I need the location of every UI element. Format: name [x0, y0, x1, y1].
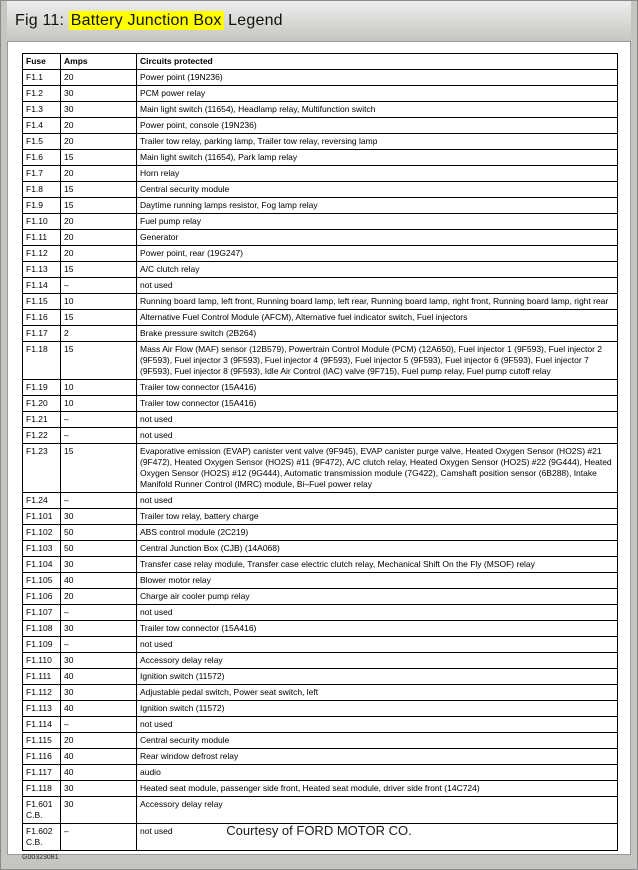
- table-row: [23, 781, 618, 797]
- fuse-cell: F1.110: [23, 653, 61, 669]
- amps-cell: 15: [61, 150, 137, 166]
- amps-cell: 50: [61, 525, 137, 541]
- table-row: [23, 166, 618, 182]
- figure-title: [15, 12, 283, 30]
- amps-cell: –: [61, 717, 137, 733]
- amps-cell: –: [61, 637, 137, 653]
- fuse-cell: F1.24: [23, 493, 61, 509]
- table-row: [23, 262, 618, 278]
- amps-cell: 20: [61, 214, 137, 230]
- fuse-cell: F1.117: [23, 765, 61, 781]
- col-header-circuits: Circuits protected: [137, 54, 618, 70]
- circuits-cell: not used: [137, 278, 618, 294]
- circuits-cell: Rear window defrost relay: [137, 749, 618, 765]
- fuse-cell: F1.102: [23, 525, 61, 541]
- circuits-cell: Trailer tow relay, parking lamp, Trailer tow relay, reversing lamp: [137, 134, 618, 150]
- circuits-cell: Heated seat module, passenger side front, Heated seat module, driver side front (14C724): [137, 781, 618, 797]
- fuse-cell: F1.15: [23, 294, 61, 310]
- amps-cell: 15: [61, 262, 137, 278]
- fuse-cell: F1.16: [23, 310, 61, 326]
- fuse-cell: F1.107: [23, 605, 61, 621]
- circuits-cell: Transfer case relay module, Transfer case electric clutch relay, Mechanical Shift On the Fly (MSOF) relay: [137, 557, 618, 573]
- fuse-cell: F1.6: [23, 150, 61, 166]
- amps-cell: –: [61, 412, 137, 428]
- circuits-cell: Power point, rear (19G247): [137, 246, 618, 262]
- fuse-cell: F1.109: [23, 637, 61, 653]
- table-row: [23, 557, 618, 573]
- circuits-cell: Ignition switch (11572): [137, 701, 618, 717]
- circuits-cell: not used: [137, 493, 618, 509]
- table-row: [23, 637, 618, 653]
- fuse-cell: F1.113: [23, 701, 61, 717]
- table-row: [23, 493, 618, 509]
- figure-title-prefix: Fig 11:: [15, 12, 69, 29]
- fuse-cell: F1.104: [23, 557, 61, 573]
- col-header-fuse: Fuse: [23, 54, 61, 70]
- amps-cell: 20: [61, 246, 137, 262]
- fuse-cell: F1.1: [23, 70, 61, 86]
- circuits-cell: Trailer tow connector (15A416): [137, 396, 618, 412]
- fuse-cell: F1.105: [23, 573, 61, 589]
- table-header-row: [23, 54, 618, 70]
- courtesy-text: Courtesy of FORD MOTOR CO.: [226, 823, 412, 838]
- table-row: [23, 326, 618, 342]
- table-row: [23, 118, 618, 134]
- table-row: [23, 701, 618, 717]
- circuits-cell: not used: [137, 428, 618, 444]
- fuse-cell: F1.112: [23, 685, 61, 701]
- amps-cell: 20: [61, 70, 137, 86]
- table-row: [23, 380, 618, 396]
- amps-cell: –: [61, 278, 137, 294]
- fuse-cell: F1.5: [23, 134, 61, 150]
- table-row: [23, 621, 618, 637]
- circuits-cell: Main light switch (11654), Park lamp relay: [137, 150, 618, 166]
- circuits-cell: Alternative Fuel Control Module (AFCM), Alternative fuel indicator switch, Fuel injectors: [137, 310, 618, 326]
- amps-cell: –: [61, 428, 137, 444]
- circuits-cell: Daytime running lamps resistor, Fog lamp relay: [137, 198, 618, 214]
- fuse-cell: F1.7: [23, 166, 61, 182]
- circuits-cell: Running board lamp, left front, Running board lamp, left rear, Running board lamp, right front, Running board lamp, right rear: [137, 294, 618, 310]
- amps-cell: 30: [61, 621, 137, 637]
- amps-cell: 40: [61, 669, 137, 685]
- amps-cell: 20: [61, 118, 137, 134]
- figure-title-highlight: Battery Junction Box: [70, 12, 222, 29]
- image-code: G00323081: [22, 854, 59, 861]
- fuse-cell: F1.13: [23, 262, 61, 278]
- amps-cell: 10: [61, 294, 137, 310]
- document-content: [7, 41, 631, 861]
- fuse-cell: F1.103: [23, 541, 61, 557]
- fuse-cell: F1.2: [23, 86, 61, 102]
- amps-cell: 15: [61, 444, 137, 493]
- amps-cell: 20: [61, 166, 137, 182]
- table-row: [23, 669, 618, 685]
- table-row: [23, 717, 618, 733]
- table-row: [23, 605, 618, 621]
- table-row: [23, 733, 618, 749]
- circuits-cell: ABS control module (2C219): [137, 525, 618, 541]
- amps-cell: 15: [61, 182, 137, 198]
- table-row: [23, 150, 618, 166]
- amps-cell: 30: [61, 653, 137, 669]
- fuse-cell: F1.14: [23, 278, 61, 294]
- amps-cell: 30: [61, 797, 137, 824]
- table-row: [23, 653, 618, 669]
- circuits-cell: audio: [137, 765, 618, 781]
- circuits-cell: Central security module: [137, 733, 618, 749]
- table-row: [23, 765, 618, 781]
- amps-cell: 40: [61, 765, 137, 781]
- fuse-cell: F1.108: [23, 621, 61, 637]
- fuse-cell: F1.116: [23, 749, 61, 765]
- circuits-cell: Horn relay: [137, 166, 618, 182]
- table-row: [23, 444, 618, 493]
- amps-cell: 30: [61, 86, 137, 102]
- table-row: [23, 102, 618, 118]
- table-row: [23, 70, 618, 86]
- fuse-cell: F1.19: [23, 380, 61, 396]
- fuse-cell: F1.8: [23, 182, 61, 198]
- amps-cell: 10: [61, 396, 137, 412]
- amps-cell: 20: [61, 589, 137, 605]
- circuits-cell: Blower motor relay: [137, 573, 618, 589]
- amps-cell: 15: [61, 310, 137, 326]
- amps-cell: 50: [61, 541, 137, 557]
- circuits-cell: Power point (19N236): [137, 70, 618, 86]
- table-row: [23, 573, 618, 589]
- circuits-cell: Main light switch (11654), Headlamp relay, Multifunction switch: [137, 102, 618, 118]
- amps-cell: 20: [61, 230, 137, 246]
- table-row: [23, 230, 618, 246]
- amps-cell: 30: [61, 685, 137, 701]
- fuse-cell: F1.20: [23, 396, 61, 412]
- circuits-cell: Accessory delay relay: [137, 797, 618, 824]
- circuits-cell: Charge air cooler pump relay: [137, 589, 618, 605]
- table-row: [23, 246, 618, 262]
- amps-cell: 40: [61, 701, 137, 717]
- table-row: [23, 428, 618, 444]
- table-row: [23, 214, 618, 230]
- table-row: [23, 749, 618, 765]
- amps-cell: 15: [61, 342, 137, 380]
- table-row: [23, 86, 618, 102]
- amps-cell: 20: [61, 134, 137, 150]
- fuse-table: [22, 53, 618, 851]
- circuits-cell: Mass Air Flow (MAF) sensor (12B579), Powertrain Control Module (PCM) (12A650), Fuel injector 1 (9F593), Fuel injector 2 (9F593), Fuel injector 3 (9F593), Fuel injector 4 (9F593), Fuel injector 5 (9F593), Fuel injector 6 (9F593), Fuel injector 7 (9F593), Fuel injector 8 (9F593), Idle Air Control (IAC) valve (9F715), Fuel pump relay, Fuel pump cutoff relay: [137, 342, 618, 380]
- amps-cell: 40: [61, 573, 137, 589]
- amps-cell: –: [61, 605, 137, 621]
- amps-cell: –: [61, 493, 137, 509]
- amps-cell: 15: [61, 198, 137, 214]
- fuse-cell: F1.111: [23, 669, 61, 685]
- amps-cell: 30: [61, 509, 137, 525]
- table-row: [23, 525, 618, 541]
- figure-title-bar: [7, 1, 631, 41]
- circuits-cell: Ignition switch (11572): [137, 669, 618, 685]
- figure-title-suffix: Legend: [223, 12, 283, 29]
- table-row: [23, 310, 618, 326]
- circuits-cell: PCM power relay: [137, 86, 618, 102]
- amps-cell: 2: [61, 326, 137, 342]
- circuits-cell: not used: [137, 637, 618, 653]
- fuse-cell: F1.602 C.B.: [23, 824, 61, 851]
- fuse-cell: F1.114: [23, 717, 61, 733]
- fuse-cell: F1.3: [23, 102, 61, 118]
- fuse-cell: F1.115: [23, 733, 61, 749]
- amps-cell: 10: [61, 380, 137, 396]
- amps-cell: 30: [61, 781, 137, 797]
- table-row: [23, 797, 618, 824]
- fuse-cell: F1.18: [23, 342, 61, 380]
- fuse-cell: F1.9: [23, 198, 61, 214]
- circuits-cell: not used: [137, 717, 618, 733]
- table-row: [23, 198, 618, 214]
- amps-cell: 40: [61, 749, 137, 765]
- table-row: [23, 509, 618, 525]
- circuits-cell: A/C clutch relay: [137, 262, 618, 278]
- circuits-cell: Trailer tow connector (15A416): [137, 380, 618, 396]
- table-row: [23, 589, 618, 605]
- table-row: [23, 396, 618, 412]
- circuits-cell: Central security module: [137, 182, 618, 198]
- table-row: [23, 182, 618, 198]
- amps-cell: 30: [61, 557, 137, 573]
- circuits-cell: Fuel pump relay: [137, 214, 618, 230]
- col-header-amps: Amps: [61, 54, 137, 70]
- circuits-cell: not used: [137, 824, 618, 851]
- table-row: [23, 342, 618, 380]
- circuits-cell: Trailer tow connector (15A416): [137, 621, 618, 637]
- table-row: [23, 541, 618, 557]
- circuits-cell: Evaporative emission (EVAP) canister vent valve (9F945), EVAP canister purge valve, Heated Oxygen Sensor (HO2S) #21 (9F472), Heated Oxygen Sensor (HO2S) #11 (9F472), A/C clutch relay, Heated Oxygen Sensor (HO2S) #22 (9G444), Heated Oxygen Sensor (HO2S) #12 (9G444), Automatic transmission module (7G422), Camshaft position sensor (6B288), Intake Manifold Runner Control (IMRC) module, Bi–Fuel power relay: [137, 444, 618, 493]
- fuse-cell: F1.17: [23, 326, 61, 342]
- table-row: [23, 278, 618, 294]
- circuits-cell: Generator: [137, 230, 618, 246]
- fuse-cell: F1.10: [23, 214, 61, 230]
- amps-cell: –: [61, 824, 137, 851]
- table-row: [23, 134, 618, 150]
- fuse-cell: F1.11: [23, 230, 61, 246]
- amps-cell: 20: [61, 733, 137, 749]
- fuse-cell: F1.4: [23, 118, 61, 134]
- fuse-cell: F1.601 C.B.: [23, 797, 61, 824]
- circuits-cell: Brake pressure switch (2B264): [137, 326, 618, 342]
- fuse-cell: F1.101: [23, 509, 61, 525]
- table-row: [23, 685, 618, 701]
- circuits-cell: not used: [137, 605, 618, 621]
- fuse-cell: F1.22: [23, 428, 61, 444]
- fuse-cell: F1.106: [23, 589, 61, 605]
- fuse-cell: F1.12: [23, 246, 61, 262]
- fuse-cell: F1.118: [23, 781, 61, 797]
- circuits-cell: Accessory delay relay: [137, 653, 618, 669]
- circuits-cell: Central Junction Box (CJB) (14A068): [137, 541, 618, 557]
- table-row: [23, 294, 618, 310]
- amps-cell: 30: [61, 102, 137, 118]
- fuse-cell: F1.21: [23, 412, 61, 428]
- circuits-cell: Power point, console (19N236): [137, 118, 618, 134]
- circuits-cell: Adjustable pedal switch, Power seat switch, left: [137, 685, 618, 701]
- table-row: [23, 412, 618, 428]
- circuits-cell: not used: [137, 412, 618, 428]
- circuits-cell: Trailer tow relay, battery charge: [137, 509, 618, 525]
- fuse-cell: F1.23: [23, 444, 61, 493]
